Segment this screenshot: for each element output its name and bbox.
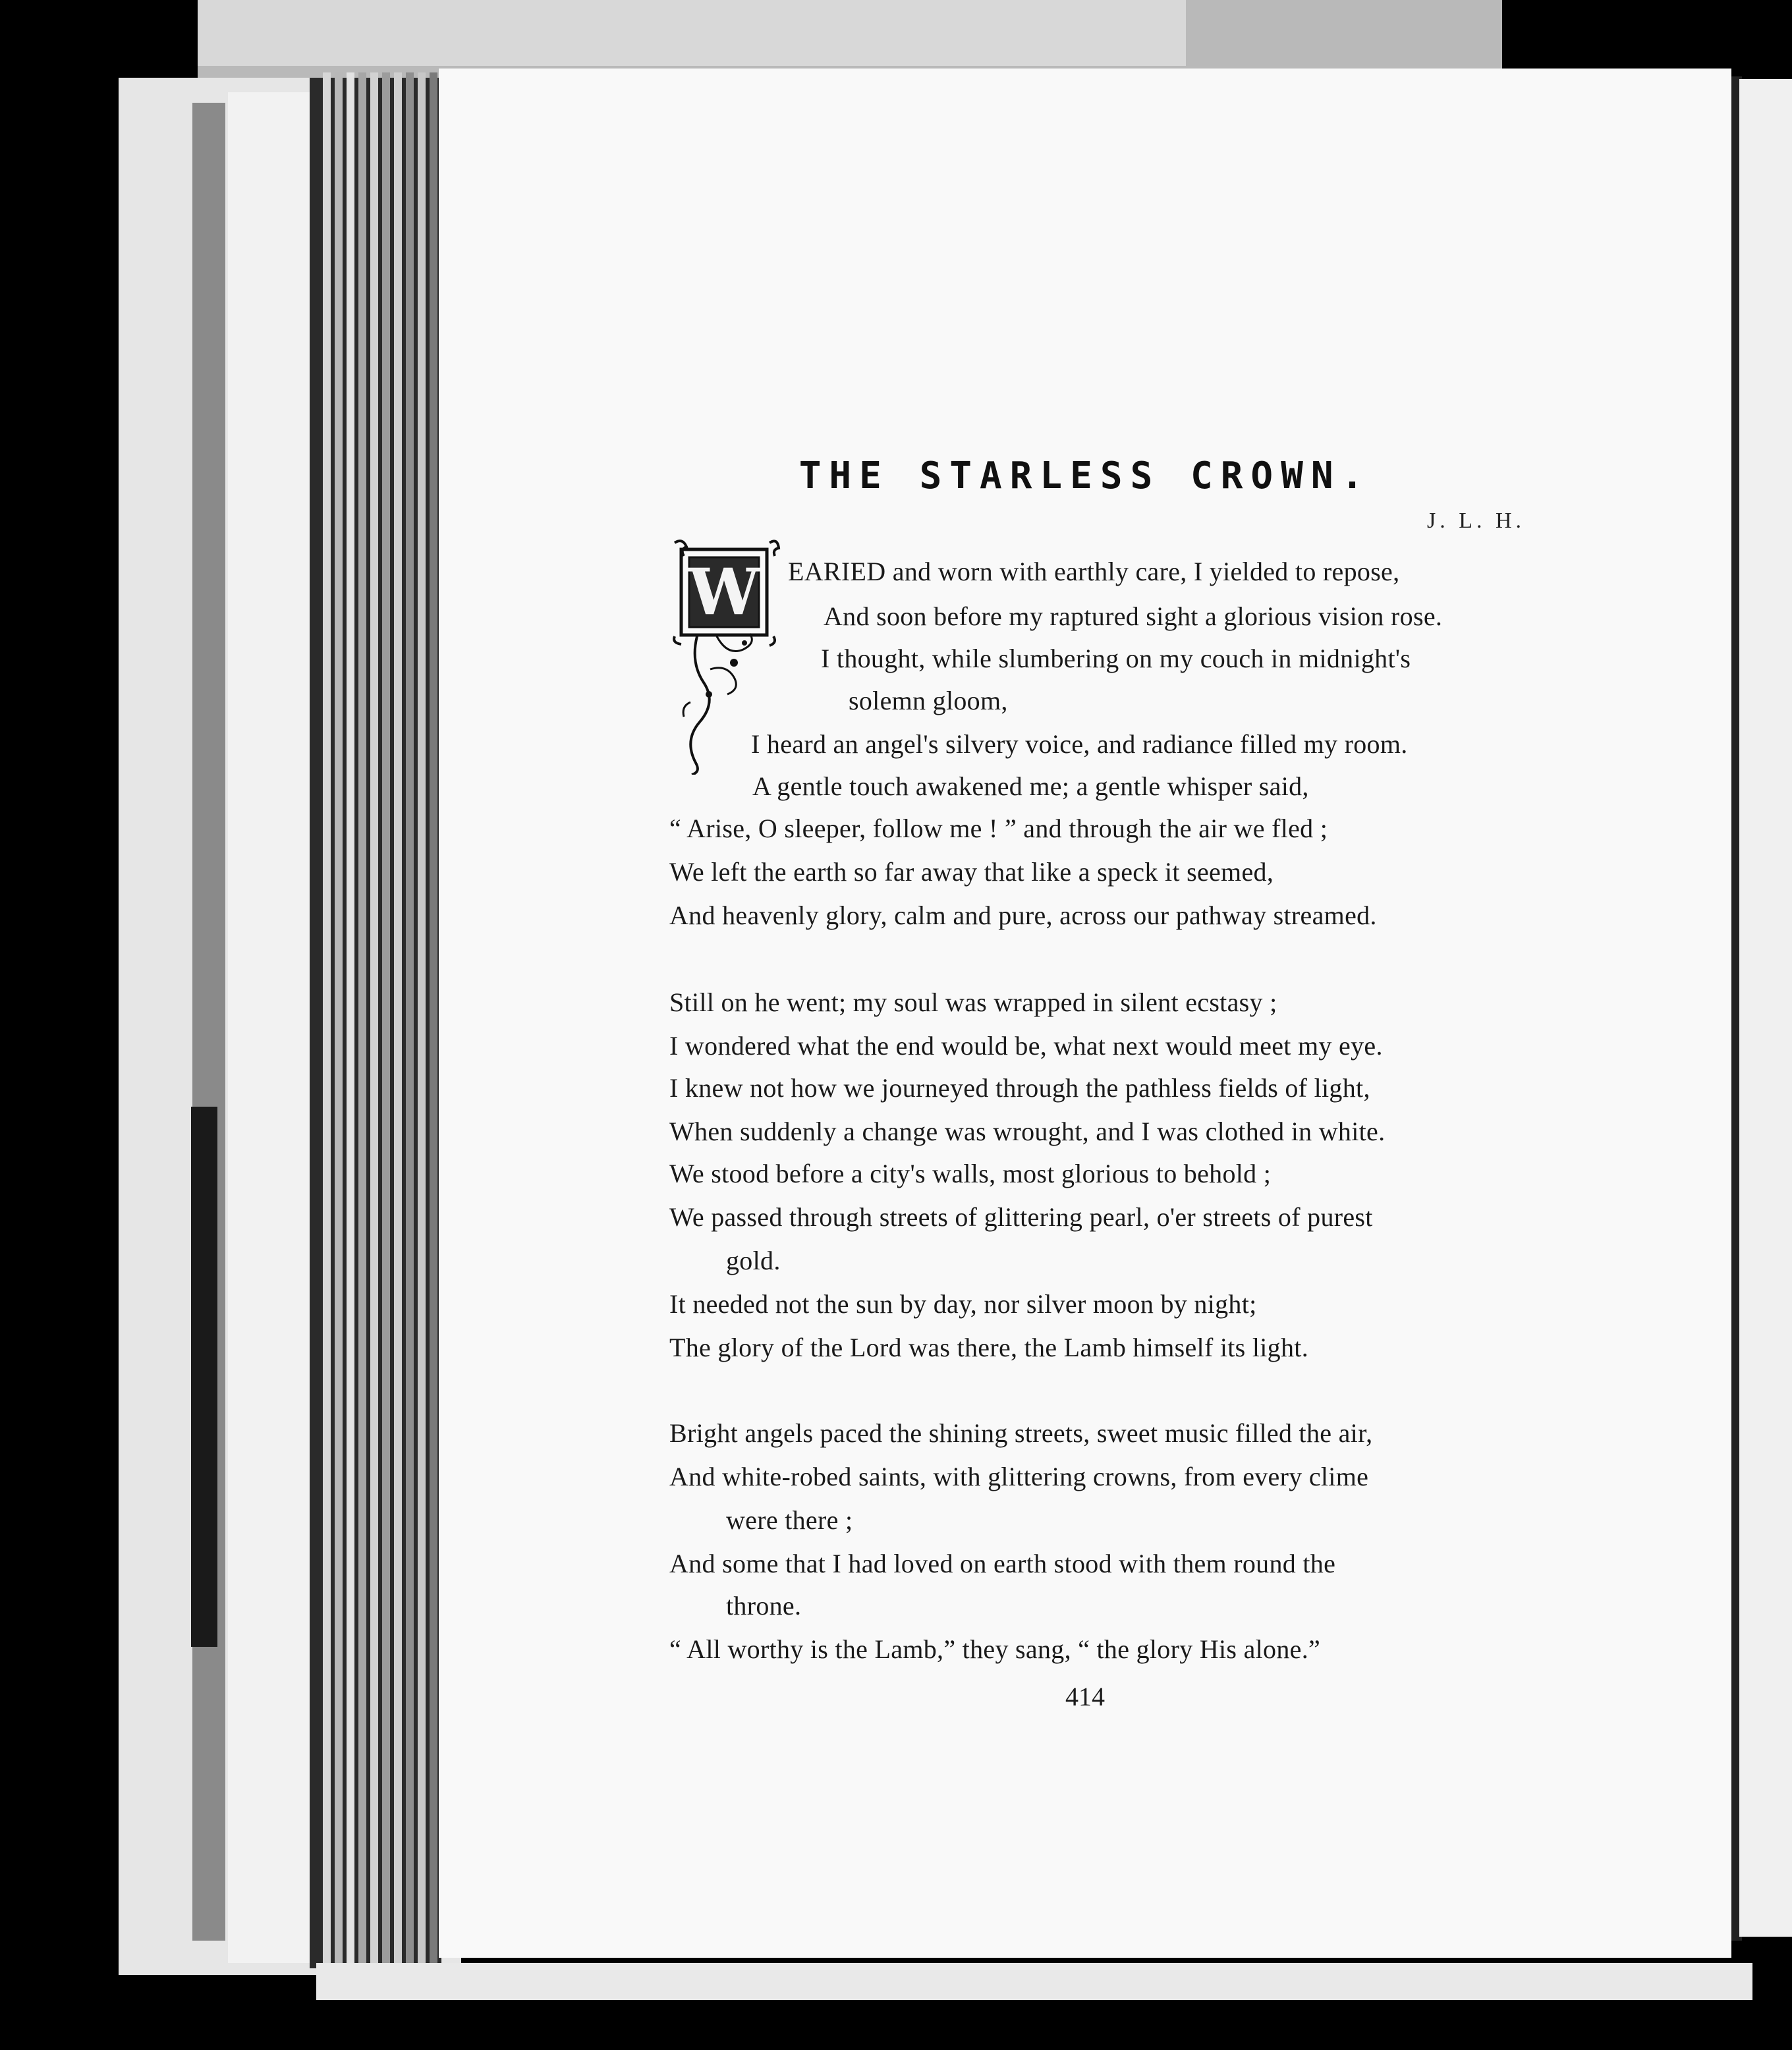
poem-line: We passed through streets of glittering pearl, o'er streets of purest [669,1202,1373,1232]
poem-line: gold. [726,1246,781,1275]
background-band-left [192,103,225,1941]
poem-line: The glory of the Lord was there, the Lamb himself its light. [669,1333,1308,1362]
poem-line: We stood before a city's walls, most glorious to behold ; [669,1159,1272,1188]
page-edge [430,72,437,1970]
poem-line: Bright angels paced the shining streets, sweet music filled the air, [669,1418,1373,1448]
poem-line: Still on he went; my soul was wrapped in silent ecstasy ; [669,987,1277,1017]
poem-line: I knew not how we journeyed through the pathless fields of light, [669,1073,1370,1103]
poem-line: were there ; [726,1505,853,1535]
page-edge [394,72,402,1970]
page-edge [358,72,366,1970]
book-page [439,69,1731,1958]
poem-line: solemn gloom, [849,686,1008,715]
page-edge [418,72,426,1970]
page-edge [406,72,414,1970]
poem-line: I thought, while slumbering on my couch in midnight's [821,644,1411,673]
poem-line: And white-robed saints, with glittering crowns, from every clime [669,1462,1369,1491]
poem-line: We left the earth so far away that like a speck it seemed, [669,857,1274,887]
background-notch [191,1107,217,1647]
page-edge [370,72,378,1970]
page-edge [382,72,390,1970]
svg-text:W: W [688,555,760,629]
poem-line: It needed not the sun by day, nor silver moon by night; [669,1289,1257,1319]
next-page-edge [1739,79,1792,1937]
poem-line: “ All worthy is the Lamb,” they sang, “ the glory His alone.” [669,1634,1321,1664]
page-edge [347,72,354,1970]
poem-author: J. L. H. [1427,509,1526,533]
poem-title: THE STARLESS CROWN. [798,455,1372,497]
background-sheet-top-light [198,0,1186,66]
poem-line: I wondered what the end would be, what next would meet my eye. [669,1031,1383,1061]
page-edge [335,72,343,1970]
background-sheet-bottom [316,1963,1752,2000]
poem-line: “ Arise, O sleeper, follow me ! ” and through the air we fled ; [669,814,1328,843]
poem-line: I heard an angel's silvery voice, and radiance filled my room. [751,729,1408,759]
poem-line: When suddenly a change was wrought, and I was clothed in white. [669,1117,1386,1146]
poem-line: And heavenly glory, calm and pure, across our pathway streamed. [669,900,1377,930]
poem-line: A gentle touch awakened me; a gentle whisper said, [752,771,1309,801]
poem-line: And soon before my raptured sight a glorious vision rose. [824,601,1443,631]
page-edge [323,72,331,1970]
poem-line: And some that I had loved on earth stood with them round the [669,1549,1336,1578]
poem-line: EARIED and worn with earthly care, I yielded to repose, [788,557,1400,586]
page-number: 414 [1065,1682,1105,1711]
poem-line: throne. [726,1591,802,1621]
